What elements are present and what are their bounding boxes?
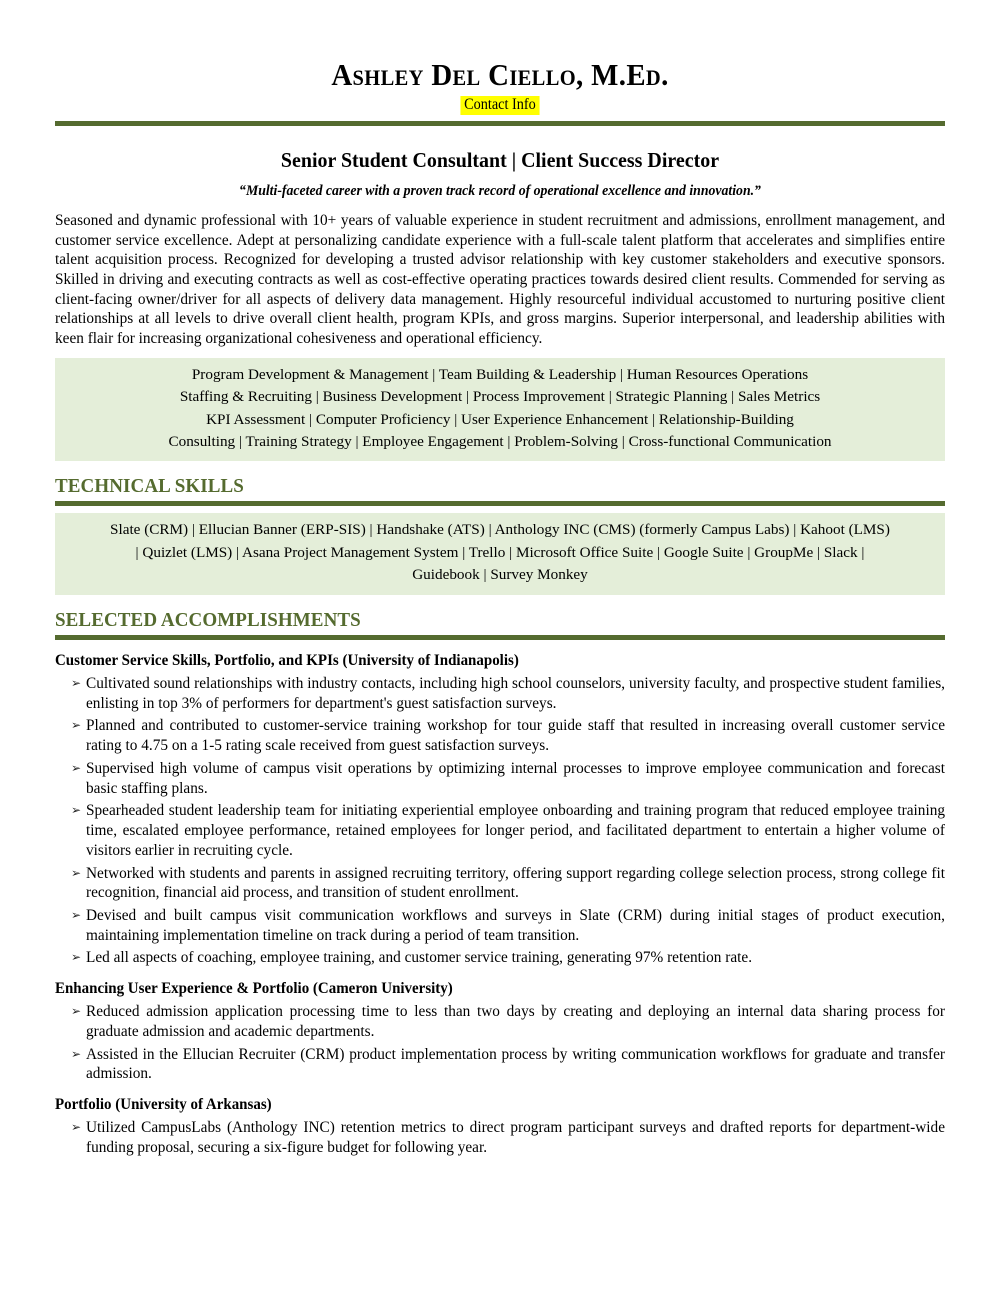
- competency-row: KPI Assessment | Computer Proficiency | User Experience Enhancement | Relationship-Building: [206, 410, 794, 428]
- accomplishment-group: [55, 652, 945, 968]
- arrow-bullet-icon: ➢: [71, 803, 82, 818]
- arrow-bullet-icon: ➢: [71, 1046, 82, 1061]
- arrow-bullet-icon: ➢: [71, 676, 82, 691]
- arrow-bullet-icon: ➢: [71, 907, 82, 922]
- competency-row: Consulting | Training Strategy | Employee Engagement | Problem-Solving | Cross-functional Communication: [168, 433, 832, 451]
- tagline: “Multi-faceted career with a proven track record of operational excellence and innovation.”: [239, 182, 761, 199]
- bullet-text: Assisted in the Ellucian Recruiter (CRM) product implementation process by writing communication workflows for graduate and transfer admission.: [86, 1045, 945, 1083]
- arrow-bullet-icon: ➢: [71, 1119, 82, 1134]
- accomplishment-group: [55, 980, 945, 1084]
- technical-skills-heading: [55, 475, 945, 506]
- list-item: [55, 674, 945, 713]
- bullet-text: Cultivated sound relationships with industry contacts, including high school counselors, university faculty, and prospective student families, enlisting in top 3% of performers for department's guest satisfaction surveys.: [86, 675, 945, 712]
- tech-skill-row: | Quizlet (LMS) | Asana Project Management System | Trello | Microsoft Office Suite | Google Suite | GroupMe | Slack |: [135, 543, 865, 561]
- group-title: Customer Service Skills, Portfolio, and KPIs (University of Indianapolis): [55, 652, 519, 670]
- group-title: Enhancing User Experience & Portfolio (Cameron University): [55, 980, 453, 998]
- header-divider: [55, 121, 945, 126]
- list-item: [55, 759, 945, 798]
- bullet-list: [55, 674, 945, 968]
- list-item: [55, 716, 945, 755]
- arrow-bullet-icon: ➢: [71, 718, 82, 733]
- list-item: [55, 864, 945, 903]
- bullet-list: [55, 1118, 945, 1157]
- tech-skill-row: Guidebook | Survey Monkey: [412, 566, 588, 584]
- bullet-text: Reduced admission application processing time to less than two days by creating and deploying an internal data sharing process for graduate admission and academic departments.: [86, 1003, 945, 1040]
- header-block: [55, 0, 945, 126]
- bullet-text: Utilized CampusLabs (Anthology INC) retention metrics to direct program participant surveys and drafted reports for department-wide funding proposal, securing a six-figure budget for following year.: [86, 1118, 945, 1156]
- list-item: [55, 1045, 945, 1084]
- bullet-text: Networked with students and parents in assigned recruiting territory, offering support regarding college selection process, strong college fit recognition, financial aid process, and transition of student enrollment.: [86, 864, 945, 902]
- section-title: TECHNICAL SKILLS: [55, 475, 244, 498]
- arrow-bullet-icon: ➢: [71, 1004, 82, 1019]
- bullet-text: Spearheaded student leadership team for initiating experiential employee onboarding and training program that reduced employee training time, escalated employee performance, retained employees for longer period, and facilitated department to entertain a higher volume of visitors earlier in recruiting cycle.: [86, 802, 945, 859]
- job-title: Senior Student Consultant | Client Success Director: [280, 147, 720, 172]
- arrow-bullet-icon: ➢: [71, 950, 82, 965]
- list-item: [55, 948, 945, 968]
- bullet-text: Devised and built campus visit communication workflows and surveys in Slate (CRM) during initial stages of product execution, maintaining implementation timeline on track during a period of team transition.: [86, 906, 945, 944]
- list-item: [55, 906, 945, 945]
- bullet-text: Supervised high volume of campus visit operations by optimizing internal processes to improve employee communication and forecast basic staffing plans.: [86, 759, 945, 797]
- competency-row: Program Development & Management | Team Building & Leadership | Human Resources Operations: [191, 365, 809, 383]
- list-item: [55, 801, 945, 860]
- professional-summary: Seasoned and dynamic professional with 10+ years of valuable experience in student recruitment and admissions, enrollment management, and customer service excellence. Adept at personalizing candidate experience with a full-scale talent platform that accelerates and simplifies entire talent acquisition process. Recognized for developing a trusted advisor relationship with key customer stakeholders and executive sponsors. Skilled in driving and executing contracts as well as cost-effective operating practices towards desired client results. Commended for serving as client-facing owner/driver for all aspects of delivery data management. Highly resourceful individual accustomed to nurturing positive client relationships at all levels to drive overall client health, program KPIs, and gross margins. Superior interpersonal, and leadership abilities with keen flair for increasing organizational cohesiveness and operational efficiency.: [55, 211, 945, 347]
- section-divider: [55, 635, 945, 640]
- section-title: SELECTED ACCOMPLISHMENTS: [55, 609, 361, 632]
- candidate-name: Ashley Del Ciello, M.Ed.: [331, 57, 669, 92]
- group-title: Portfolio (University of Arkansas): [55, 1095, 272, 1113]
- arrow-bullet-icon: ➢: [71, 760, 82, 775]
- arrow-bullet-icon: ➢: [71, 865, 82, 880]
- contact-info-link[interactable]: Contact Info: [460, 96, 539, 115]
- tech-skill-row: Slate (CRM) | Ellucian Banner (ERP-SIS) | Handshake (ATS) | Anthology INC (CMS) (formerly Campus Labs) | Kahoot (LMS): [110, 521, 890, 539]
- bullet-text: Led all aspects of coaching, employee training, and customer service training, generating 97% retention rate.: [86, 949, 753, 967]
- bullet-list: [55, 1002, 945, 1084]
- competency-row: Staffing & Recruiting | Business Development | Process Improvement | Strategic Planning | Sales Metrics: [179, 388, 821, 406]
- section-divider: [55, 501, 945, 506]
- accomplishments-heading: [55, 609, 945, 640]
- contact-info-line: [55, 96, 945, 115]
- list-item: [55, 1118, 945, 1157]
- core-competencies-box: [55, 358, 945, 462]
- bullet-text: Planned and contributed to customer-service training workshop for tour guide staff that resulted in increasing overall customer service rating to 4.75 on a 1-5 rating scale received from guest satisfaction surveys.: [86, 717, 945, 755]
- technical-skills-box: [55, 513, 945, 595]
- list-item: [55, 1002, 945, 1041]
- accomplishment-group: [55, 1096, 945, 1157]
